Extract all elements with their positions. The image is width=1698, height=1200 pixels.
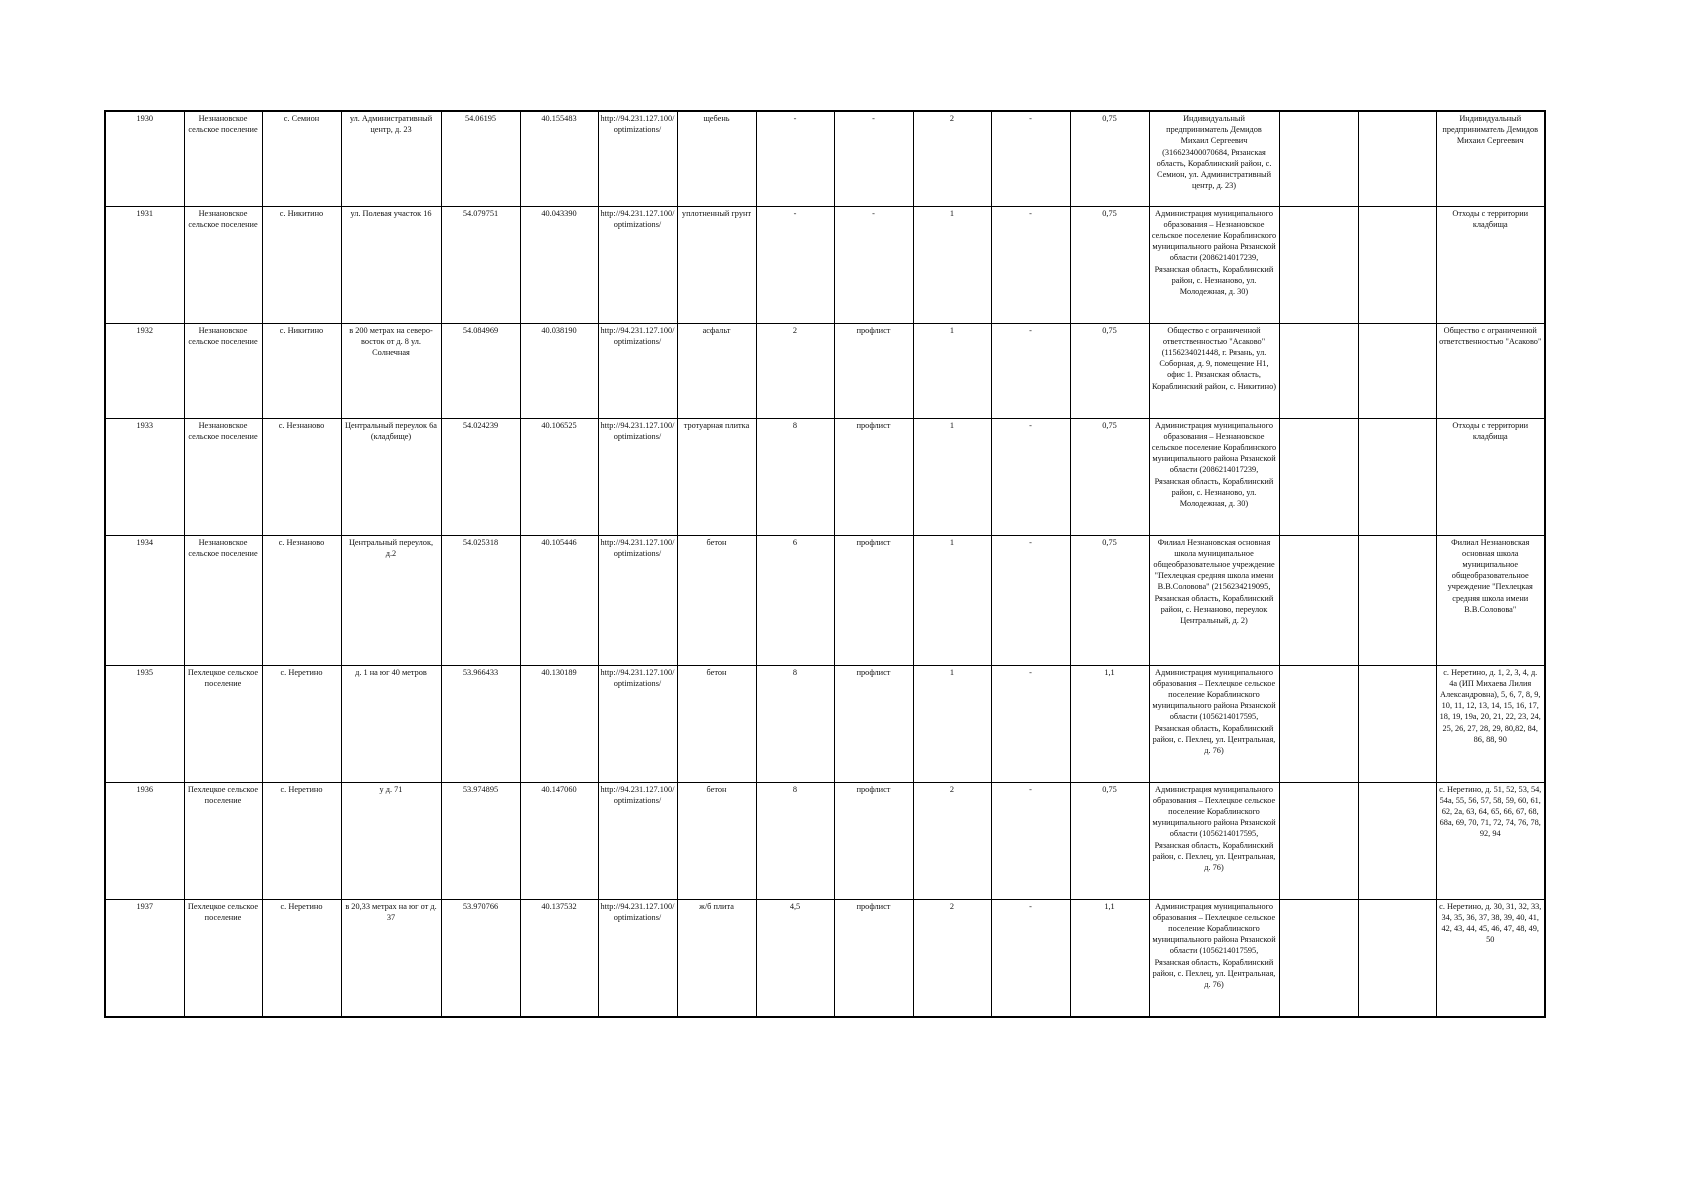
map-link-cell: http://94.231.127.100/optimizations/	[598, 323, 677, 418]
extra-cell-2	[1358, 782, 1436, 899]
area-cell: 2	[756, 323, 834, 418]
owner-cell: Общество с ограниченной ответственностью "Асаково"(1156234021448, г. Рязань, ул. Соборная, д. 9, помещение Н1, офис 1. Рязанская область, Кораблинский район, с. Никитино)	[1149, 323, 1279, 418]
table-row	[105, 535, 1545, 665]
container-volume-cell: 0,75	[1070, 206, 1149, 323]
latitude-cell: 53.974895	[441, 782, 520, 899]
row-number-cell: 1931	[105, 206, 184, 323]
containers-count-cell: 1	[913, 418, 991, 535]
table-row	[105, 323, 1545, 418]
map-link-cell: http://94.231.127.100/optimizations/	[598, 535, 677, 665]
table-row	[105, 782, 1545, 899]
area-cell: -	[756, 111, 834, 206]
containers-count-cell: 2	[913, 899, 991, 1017]
waste-sources-cell: Филиал Незнановская основная школа муниципальное общеобразовательное учреждение "Пехлецкая средняя школа имени В.В.Соловова"	[1436, 535, 1545, 665]
containers-count-cell: 1	[913, 665, 991, 782]
extra-cell-1	[1279, 111, 1358, 206]
latitude-cell: 53.970766	[441, 899, 520, 1017]
latitude-cell: 54.084969	[441, 323, 520, 418]
owner-cell: Администрация муниципального образования – Пехлецкое сельское поселение Кораблинского муниципального района Рязанской области (1056214017595, Рязанская область, Кораблинский район, с. Пехлец, ул. Центральная, д. 76)	[1149, 899, 1279, 1017]
settlement-cell: Незнановское сельское поселение	[184, 206, 262, 323]
longitude-cell: 40.147060	[520, 782, 598, 899]
extra-cell-1	[1279, 665, 1358, 782]
fence-cell: -	[834, 111, 913, 206]
container-volume-cell: 0,75	[1070, 111, 1149, 206]
containers-count-cell: 2	[913, 111, 991, 206]
container-volume-cell: 1,1	[1070, 899, 1149, 1017]
extra-cell-2	[1358, 665, 1436, 782]
waste-sources-cell: Общество с ограниченной ответственностью "Асаково"	[1436, 323, 1545, 418]
row-number-cell: 1934	[105, 535, 184, 665]
extra-cell-2	[1358, 899, 1436, 1017]
waste-sources-cell: Индивидуальный предприниматель Демидов Михаил Сергеевич	[1436, 111, 1545, 206]
waste-sources-cell: Отходы с территории кладбища	[1436, 206, 1545, 323]
waste-sources-cell: Отходы с территории кладбища	[1436, 418, 1545, 535]
containers-count-cell: 1	[913, 206, 991, 323]
surface-cell: бетон	[677, 535, 756, 665]
map-link-cell: http://94.231.127.100/optimizations/	[598, 899, 677, 1017]
address-cell: ул. Полевая участок 16	[341, 206, 441, 323]
surface-cell: уплотненный грунт	[677, 206, 756, 323]
area-cell: 8	[756, 782, 834, 899]
fence-cell: профлист	[834, 899, 913, 1017]
row-number-cell: 1932	[105, 323, 184, 418]
owner-cell: Администрация муниципального образования – Пехлецкое сельское поселение Кораблинского муниципального района Рязанской области (1056214017595, Рязанская область, Кораблинский район, с. Пехлец, ул. Центральная, д. 76)	[1149, 665, 1279, 782]
extra-cell-2	[1358, 535, 1436, 665]
fence-cell: -	[834, 206, 913, 323]
area-cell: 6	[756, 535, 834, 665]
locality-cell: с. Незнаново	[262, 535, 341, 665]
address-cell: Центральный переулок, д.2	[341, 535, 441, 665]
table-row	[105, 418, 1545, 535]
map-link-cell: http://94.231.127.100/optimizations/	[598, 111, 677, 206]
extra-cell-1	[1279, 899, 1358, 1017]
surface-cell: бетон	[677, 665, 756, 782]
row-number-cell: 1933	[105, 418, 184, 535]
area-cell: -	[756, 206, 834, 323]
container-volume-cell: 0,75	[1070, 535, 1149, 665]
settlement-cell: Незнановское сельское поселение	[184, 535, 262, 665]
fence-cell: профлист	[834, 535, 913, 665]
container-volume-cell: 0,75	[1070, 418, 1149, 535]
owner-cell: Администрация муниципального образования – Незнановское сельское поселение Кораблинского муниципального района Рязанской области (2086214017239, Рязанская область, Кораблинский район, с. Незнаново, ул. Молодежная, д. 30)	[1149, 206, 1279, 323]
settlement-cell: Пехлецкое сельское поселение	[184, 782, 262, 899]
address-cell: д. 1 на юг 40 метров	[341, 665, 441, 782]
extra-cell-1	[1279, 535, 1358, 665]
container-volume-cell: 1,1	[1070, 665, 1149, 782]
table-row	[105, 111, 1545, 206]
owner-cell: Администрация муниципального образования – Незнановское сельское поселение Кораблинского муниципального района Рязанской области (2086214017239, Рязанская область, Кораблинский район, с. Незнаново, ул. Молодежная, д. 30)	[1149, 418, 1279, 535]
extra-cell-2	[1358, 206, 1436, 323]
surface-cell: бетон	[677, 782, 756, 899]
surface-cell: ж/б плита	[677, 899, 756, 1017]
locality-cell: с. Никитино	[262, 206, 341, 323]
settlement-cell: Пехлецкое сельское поселение	[184, 665, 262, 782]
map-link-cell: http://94.231.127.100/optimizations/	[598, 665, 677, 782]
extra-cell-1	[1279, 206, 1358, 323]
map-link-cell: http://94.231.127.100/optimizations/	[598, 418, 677, 535]
area-cell: 4,5	[756, 899, 834, 1017]
longitude-cell: 40.106525	[520, 418, 598, 535]
row-number-cell: 1937	[105, 899, 184, 1017]
container-volume-cell: 0,75	[1070, 782, 1149, 899]
container-volume-cell: 0,75	[1070, 323, 1149, 418]
latitude-cell: 54.025318	[441, 535, 520, 665]
planned-containers-cell: -	[991, 323, 1070, 418]
address-cell: ул. Административный центр, д. 23	[341, 111, 441, 206]
containers-count-cell: 1	[913, 323, 991, 418]
latitude-cell: 54.079751	[441, 206, 520, 323]
extra-cell-1	[1279, 418, 1358, 535]
planned-containers-cell: -	[991, 899, 1070, 1017]
surface-cell: щебень	[677, 111, 756, 206]
longitude-cell: 40.130189	[520, 665, 598, 782]
settlement-cell: Незнановское сельское поселение	[184, 111, 262, 206]
locality-cell: с. Незнаново	[262, 418, 341, 535]
fence-cell: профлист	[834, 782, 913, 899]
longitude-cell: 40.038190	[520, 323, 598, 418]
locality-cell: с. Неретино	[262, 782, 341, 899]
planned-containers-cell: -	[991, 782, 1070, 899]
planned-containers-cell: -	[991, 665, 1070, 782]
containers-count-cell: 1	[913, 535, 991, 665]
latitude-cell: 54.06195	[441, 111, 520, 206]
longitude-cell: 40.137532	[520, 899, 598, 1017]
extra-cell-2	[1358, 111, 1436, 206]
fence-cell: профлист	[834, 665, 913, 782]
waste-sources-cell: с. Неретино, д. 1, 2, 3, 4, д. 4а (ИП Михаева Лилия Александровна), 5, 6, 7, 8, 9, 10, 11, 12, 13, 14, 15, 16, 17, 18, 19, 19а, 20, 21, 22, 23, 24, 25, 26, 27, 28, 29, 80,82, 84, 86, 88, 90	[1436, 665, 1545, 782]
settlement-cell: Незнановское сельское поселение	[184, 323, 262, 418]
fence-cell: профлист	[834, 418, 913, 535]
table-row	[105, 665, 1545, 782]
extra-cell-1	[1279, 782, 1358, 899]
surface-cell: тротуарная плитка	[677, 418, 756, 535]
address-cell: у д. 71	[341, 782, 441, 899]
owner-cell: Филиал Незнановская основная школа муниципальное общеобразовательное учреждение "Пехлецкая средняя школа имени В.В.Соловова" (2156234219095, Рязанская область, Кораблинский район, с. Незнаново, переулок Центральный, д. 2)	[1149, 535, 1279, 665]
locality-cell: с. Семион	[262, 111, 341, 206]
table-row	[105, 899, 1545, 1017]
waste-sites-register-table	[104, 110, 1546, 1018]
planned-containers-cell: -	[991, 206, 1070, 323]
planned-containers-cell: -	[991, 418, 1070, 535]
extra-cell-2	[1358, 418, 1436, 535]
table-row	[105, 206, 1545, 323]
surface-cell: асфальт	[677, 323, 756, 418]
extra-cell-2	[1358, 323, 1436, 418]
longitude-cell: 40.105446	[520, 535, 598, 665]
map-link-cell: http://94.231.127.100/optimizations/	[598, 782, 677, 899]
fence-cell: профлист	[834, 323, 913, 418]
extra-cell-1	[1279, 323, 1358, 418]
row-number-cell: 1930	[105, 111, 184, 206]
address-cell: в 200 метрах на северо-восток от д. 8 ул. Солнечная	[341, 323, 441, 418]
owner-cell: Индивидуальный предприниматель Демидов Михаил Сергеевич (316623400070684, Рязанская область, Кораблинский район, с. Семион, ул. Административный центр, д. 23)	[1149, 111, 1279, 206]
area-cell: 8	[756, 418, 834, 535]
settlement-cell: Незнановское сельское поселение	[184, 418, 262, 535]
map-link-cell: http://94.231.127.100/optimizations/	[598, 206, 677, 323]
row-number-cell: 1935	[105, 665, 184, 782]
row-number-cell: 1936	[105, 782, 184, 899]
longitude-cell: 40.043390	[520, 206, 598, 323]
locality-cell: с. Неретино	[262, 899, 341, 1017]
longitude-cell: 40.155483	[520, 111, 598, 206]
area-cell: 8	[756, 665, 834, 782]
owner-cell: Администрация муниципального образования – Пехлецкое сельское поселение Кораблинского муниципального района Рязанской области (1056214017595, Рязанская область, Кораблинский район, с. Пехлец, ул. Центральная, д. 76)	[1149, 782, 1279, 899]
planned-containers-cell: -	[991, 535, 1070, 665]
locality-cell: с. Никитино	[262, 323, 341, 418]
containers-count-cell: 2	[913, 782, 991, 899]
latitude-cell: 53.966433	[441, 665, 520, 782]
planned-containers-cell: -	[991, 111, 1070, 206]
waste-sources-cell: с. Неретино, д. 30, 31, 32, 33, 34, 35, 36, 37, 38, 39, 40, 41, 42, 43, 44, 45, 46, 47, 48, 49, 50	[1436, 899, 1545, 1017]
address-cell: в 20,33 метрах на юг от д. 37	[341, 899, 441, 1017]
settlement-cell: Пехлецкое сельское поселение	[184, 899, 262, 1017]
locality-cell: с. Неретино	[262, 665, 341, 782]
waste-sources-cell: с. Неретино, д. 51, 52, 53, 54, 54а, 55, 56, 57, 58, 59, 60, 61, 62, 2а, 63, 64, 65, 66, 67, 68, 68а, 69, 70, 71, 72, 74, 76, 78, 92, 94	[1436, 782, 1545, 899]
latitude-cell: 54.024239	[441, 418, 520, 535]
address-cell: Центральный переулок 6а (кладбище)	[341, 418, 441, 535]
